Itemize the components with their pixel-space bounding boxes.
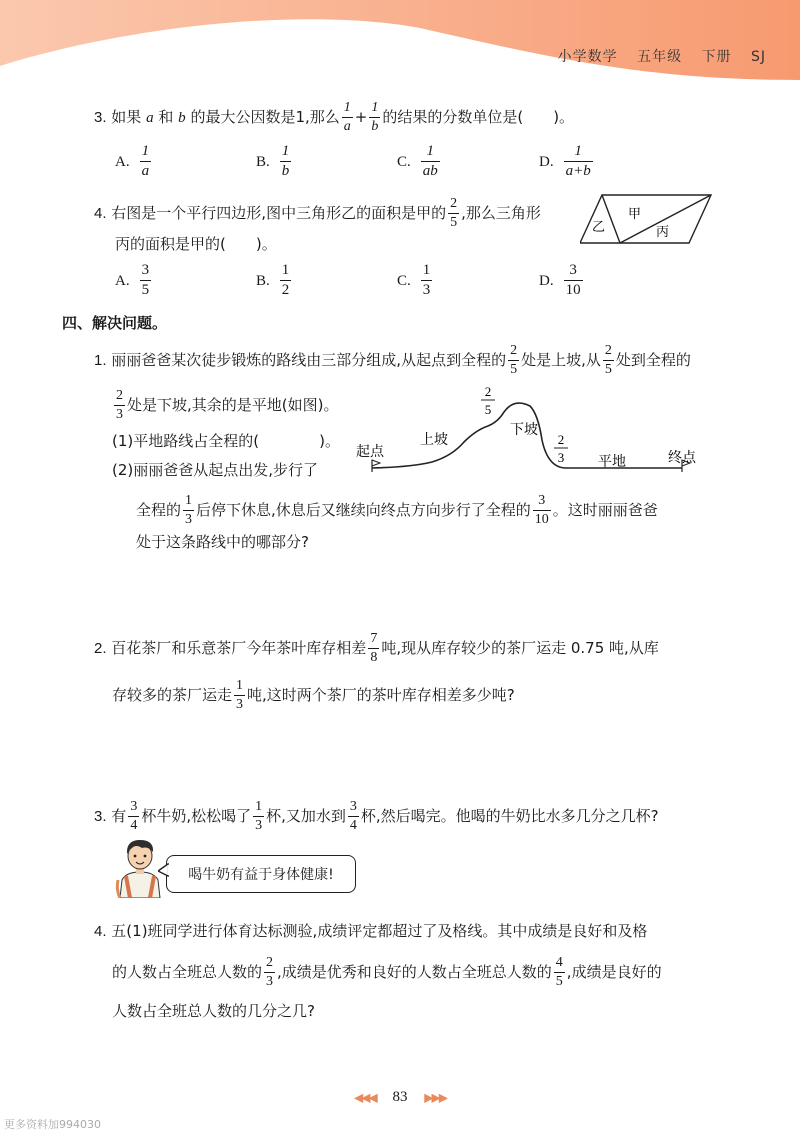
option-a: A. $\frac{3}{5}$ [115, 262, 150, 298]
option-d: D. $\frac{1}{a+b}$ [539, 143, 591, 179]
text: 处到全程的 [615, 351, 691, 369]
header-edition: SJ [750, 49, 766, 65]
text: 如果 [111, 108, 142, 126]
text: 杯,然后喝完。他喝的牛奶比水多几分之几杯? [360, 807, 659, 825]
question-number: 4. [94, 205, 107, 222]
header-subject: 小学数学 [557, 49, 618, 65]
text: 存较多的茶厂运走 [112, 686, 233, 704]
label-downhill: 下坡 [510, 422, 538, 438]
parallelogram-figure [580, 191, 715, 249]
text: 后停下休息,休息后又继续向终点方向步行了全程的 [196, 501, 531, 519]
problem-1-line2: $\frac{2}{3}$ 处是下坡,其余的是平地(如图)。 [116, 388, 339, 422]
fraction: $\frac{2}{5}$ [450, 196, 458, 230]
text: 的最大公因数是1,那么 [190, 108, 340, 126]
right-arrows-icon: ▶▶▶ [424, 1090, 446, 1105]
label-end: 终点 [668, 450, 696, 466]
label-uphill: 上坡 [420, 432, 448, 448]
text: ,那么三角形 [461, 204, 541, 222]
speech-bubble-tail [158, 862, 170, 878]
question-4-choice [94, 197, 541, 230]
question-3-choice [94, 101, 574, 134]
problem-4-line1 [94, 922, 647, 941]
question-number: 3. [94, 109, 107, 126]
page-number: 83 [392, 1089, 408, 1105]
problem-1-line4: 全程的 $\frac{1}{3}$ 后停下休息,休息后又继续向终点方向步行了全程的 $\frac{3}{10}$ 。这时丽丽爸爸 [136, 493, 658, 527]
header-info [544, 46, 766, 66]
option-d: D. $\frac{3}{10}$ [539, 262, 581, 298]
text: 杯,又加水到 [266, 807, 346, 825]
speech-bubble: 喝牛奶有益于身体健康! [166, 855, 356, 893]
header-grade: 五年级 [637, 49, 683, 65]
problem-2-line2: 存较多的茶厂运走 $\frac{1}{3}$ 吨,这时两个茶厂的茶叶库存相差多少吨? [112, 678, 515, 712]
option-c: C. $\frac{1}{3}$ [397, 262, 431, 298]
header-band [0, 0, 800, 80]
mid-fraction-den: 3 [557, 450, 565, 465]
sub-question-2: (2)丽丽爸爸从起点出发,步行了 [112, 461, 319, 479]
text: ,成绩是良好的 [566, 963, 662, 981]
text: 全程的 [136, 501, 182, 519]
text: 的人数占全班总人数的 [112, 963, 263, 981]
problem-2-line1: 2. 百花茶厂和乐意茶厂今年茶叶库存相差 $\frac{7}{8}$ 吨,现从库存较少的茶厂运走 0.75 吨,从库 [94, 631, 659, 665]
text: 。这时丽丽爸爸 [552, 501, 658, 519]
watermark: 更多资料加994030 [4, 1118, 101, 1131]
top-fraction-den: 5 [484, 402, 492, 417]
option-b: B. $\frac{1}{b}$ [256, 143, 290, 179]
var-b: b [178, 110, 186, 126]
question-number: 3. [94, 808, 107, 825]
text: 五(1)班同学进行体育达标测验,成绩评定都超过了及格线。其中成绩是良好和及格 [111, 922, 648, 940]
text: 杯牛奶,松松喝了 [141, 807, 252, 825]
problem-4-line2: 的人数占全班总人数的 $\frac{2}{3}$ ,成绩是优秀和良好的人数占全班总人数的 $\frac{4}{5}$ ,成绩是良好的 [112, 955, 662, 989]
option-a: A. $\frac{1}{a}$ [115, 143, 150, 179]
option-c: C. $\frac{1}{ab}$ [397, 143, 438, 179]
option-b: B. $\frac{1}{2}$ [256, 262, 290, 298]
header-volume: 下册 [701, 49, 732, 65]
label-start: 起点 [356, 444, 384, 460]
text: 吨,现从库存较少的茶厂运走 0.75 吨,从库 [381, 639, 659, 657]
text: 右图是一个平行四边形,图中三角形乙的面积是甲的 [111, 204, 447, 222]
page-footer [0, 1088, 800, 1106]
text: 的结果的分数单位是( )。 [382, 108, 575, 126]
sub-question-1: (1)平地路线占全程的( )。 [112, 432, 340, 450]
route-figure [352, 380, 707, 480]
left-arrows-icon: ◀◀◀ [354, 1090, 376, 1105]
question-number: 2. [94, 640, 107, 657]
fraction: $\frac{1}{a}$ [343, 100, 351, 134]
problem-1-line1: 1. 丽丽爸爸某次徒步锻炼的路线由三部分组成,从起点到全程的 $\frac{2}{5}$ 处是上坡,从 $\frac{2}{5}$ 处到全程的 [94, 343, 691, 377]
text: 有 [111, 807, 127, 825]
question-number: 1. [94, 352, 107, 369]
plus-sign: + [354, 108, 368, 126]
problem-4-line3: 人数占全班总人数的几分之几? [112, 1002, 315, 1020]
text: ,成绩是优秀和良好的人数占全班总人数的 [277, 963, 552, 981]
problem-3-line1: 3. 有 $\frac{3}{4}$ 杯牛奶,松松喝了 $\frac{1}{3}$ 杯,又加水到 $\frac{3}{4}$ 杯,然后喝完。他喝的牛奶比水多几分之几杯? [94, 799, 659, 833]
label-yi: 乙 [592, 220, 606, 235]
top-fraction-num: 2 [484, 384, 492, 399]
var-a: a [146, 110, 154, 126]
text: 处是下坡,其余的是平地(如图)。 [127, 396, 339, 414]
question-number: 4. [94, 923, 107, 940]
label-jia: 甲 [628, 207, 642, 222]
mid-fraction-num: 2 [557, 432, 565, 447]
text: 吨,这时两个茶厂的茶叶库存相差多少吨? [247, 686, 515, 704]
text: 和 [158, 108, 174, 126]
problem-1-line5: 处于这条路线中的哪部分? [136, 533, 309, 551]
label-bing: 丙 [656, 225, 670, 240]
fraction: $\frac{1}{b}$ [371, 100, 379, 134]
section-title: 四、解决问题。 [62, 314, 168, 332]
text: 丽丽爸爸某次徒步锻炼的路线由三部分组成,从起点到全程的 [111, 351, 507, 369]
label-flat: 平地 [598, 454, 626, 470]
question-4-line2: 丙的面积是甲的( )。 [115, 235, 277, 253]
text: 处是上坡,从 [521, 351, 601, 369]
text: 百花茶厂和乐意茶厂今年茶叶库存相差 [111, 639, 367, 657]
